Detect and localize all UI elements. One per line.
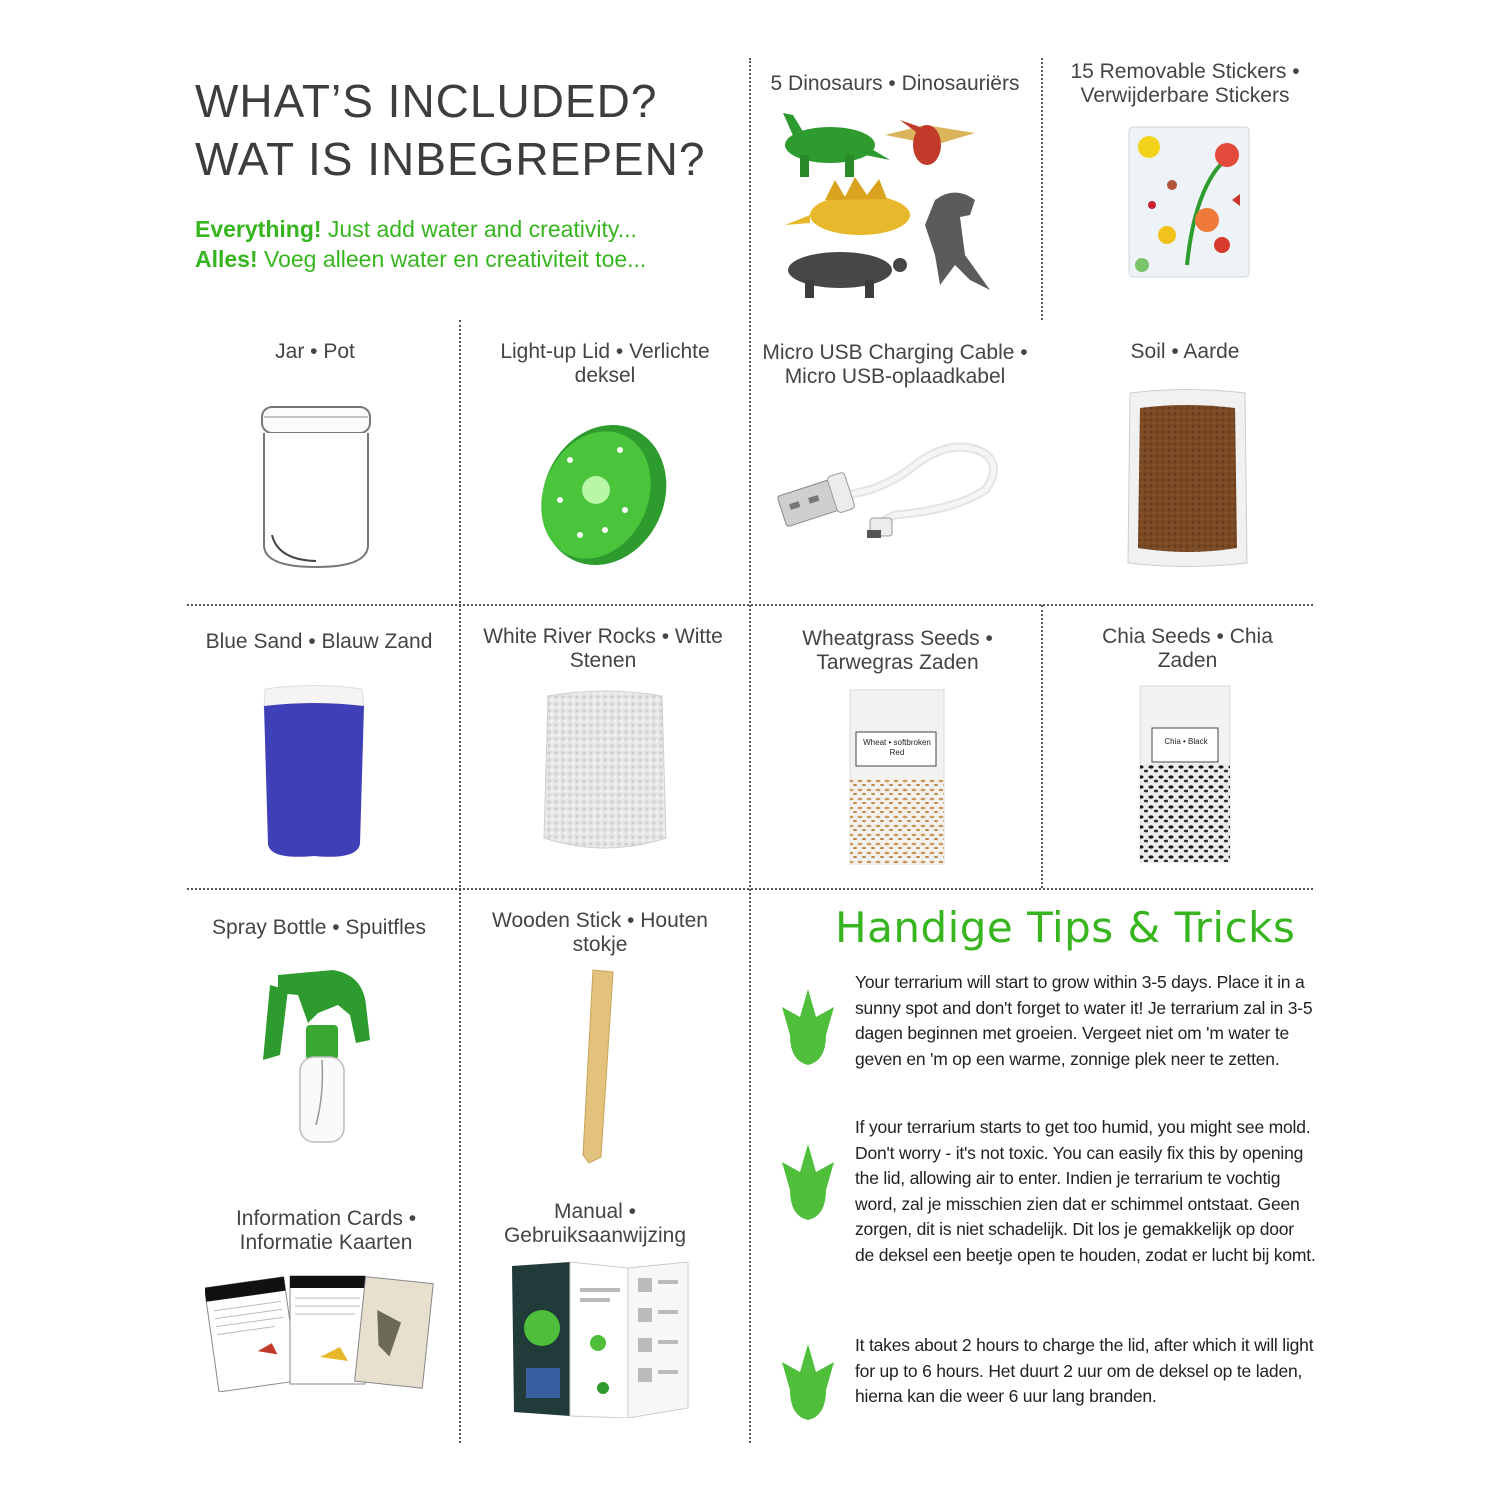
label-dinosaurs: 5 Dinosaurs • Dinosauriërs (770, 72, 1020, 95)
subtitle-english: Everything! Just add water and creativity... (195, 216, 637, 242)
label-manual: Manual • Gebruiksaanwijzing (503, 1200, 687, 1247)
label-wheatgrass: Wheatgrass Seeds • Tarwegras Zaden (802, 627, 993, 674)
title-dutch: WAT IS INBEGREPEN? (195, 133, 706, 185)
tips-heading: Handige Tips & Tricks (835, 903, 1296, 952)
label-jar: Jar • Pot (275, 340, 355, 363)
divider-vertical-center (749, 58, 751, 1443)
stickers-image (1127, 125, 1252, 280)
label-rocks: White River Rocks • Witte Stenen (483, 625, 723, 672)
label-stick: Wooden Stick • Houten stokje (492, 909, 708, 956)
dino-footprint-icon (776, 985, 840, 1067)
subtitle-dutch: Alles! Voeg alleen water en creativiteit toe... (195, 246, 647, 272)
dino-footprint-icon (776, 1140, 840, 1222)
label-stickers: 15 Removable Stickers • Verwijderbare Stickers (1070, 60, 1300, 107)
chia-packet-image (1138, 684, 1234, 866)
subtitle (195, 214, 646, 274)
red-pterodactyl-figure (885, 120, 975, 165)
page-title (195, 72, 705, 188)
spray-bottle-image (258, 965, 376, 1145)
soil-bag-image (1125, 388, 1250, 568)
label-spray: Spray Bottle • Spuitfles (212, 916, 426, 939)
label-blue-sand: Blue Sand • Blauw Zand (205, 630, 433, 653)
label-soil: Soil • Aarde (1130, 340, 1240, 363)
tip-humidity: If your terrarium starts to get too humid, you might see mold. Don't worry - it's not toxic. You can easily fix this by opening the lid, allowing air to enter. Indien je terrarium te vochtig word, zal je misschien zien dat er schimmel ontstaat. Geen zorgen, dit is niet schadelijk. Dit los je gemakkelijk op door de deksel een beetje open te houden, zodat er lucht bij komt. (855, 1117, 1316, 1265)
title-english: WHAT’S INCLUDED? (195, 75, 658, 127)
label-lid: Light-up Lid • Verlichte deksel (500, 340, 710, 387)
divider-horizontal-row3 (187, 888, 1313, 890)
lid-image (530, 420, 670, 570)
label-cable: Micro USB Charging Cable • Micro USB-oplaadkabel (762, 341, 1028, 388)
yellow-stegosaurus-figure (785, 177, 910, 235)
blue-sand-bag-image (262, 684, 367, 862)
usb-cable-image (775, 430, 1005, 560)
dinosaurs-image (775, 105, 1025, 305)
dino-footprint-icon (776, 1340, 840, 1422)
white-rocks-bag-image (540, 688, 670, 853)
grey-ankylosaurus-figure (788, 252, 907, 298)
green-dinosaur-figure (783, 113, 890, 177)
wheatgrass-packet-label: Wheat • softbroken Red (863, 738, 931, 757)
manual-image (508, 1258, 693, 1418)
divider-vertical-left (459, 320, 461, 1443)
label-cards: Information Cards • Informatie Kaarten (235, 1207, 417, 1254)
divider-horizontal-row2 (187, 604, 1313, 606)
tip-charging: It takes about 2 hours to charge the lid, after which it will light for up to 6 hours. Het duurt 2 uur om de deksel op te laden, hierna kan die weer 6 uur lang branden. (855, 1335, 1314, 1406)
divider-vertical-top-right (1041, 58, 1043, 320)
wooden-stick-image (575, 965, 620, 1165)
chia-packet-label: Chia • Black (1164, 737, 1208, 746)
wheatgrass-packet-image (848, 688, 948, 868)
jar-image (258, 405, 374, 570)
label-chia: Chia Seeds • Chia Zaden (1102, 625, 1273, 672)
grey-trex-figure (925, 193, 990, 291)
tip-growth: Your terrarium will start to grow within 3-5 days. Place it in a sunny spot and don't forget to water it! Je terrarium zal in 3-5 dagen beginnen met groeien. Vergeet niet om 'm water te geven en 'm op een warme, zonnige plek neer te zetten. (855, 972, 1313, 1069)
info-cards-image (205, 1272, 435, 1392)
divider-vertical-right-row3 (1041, 605, 1043, 888)
